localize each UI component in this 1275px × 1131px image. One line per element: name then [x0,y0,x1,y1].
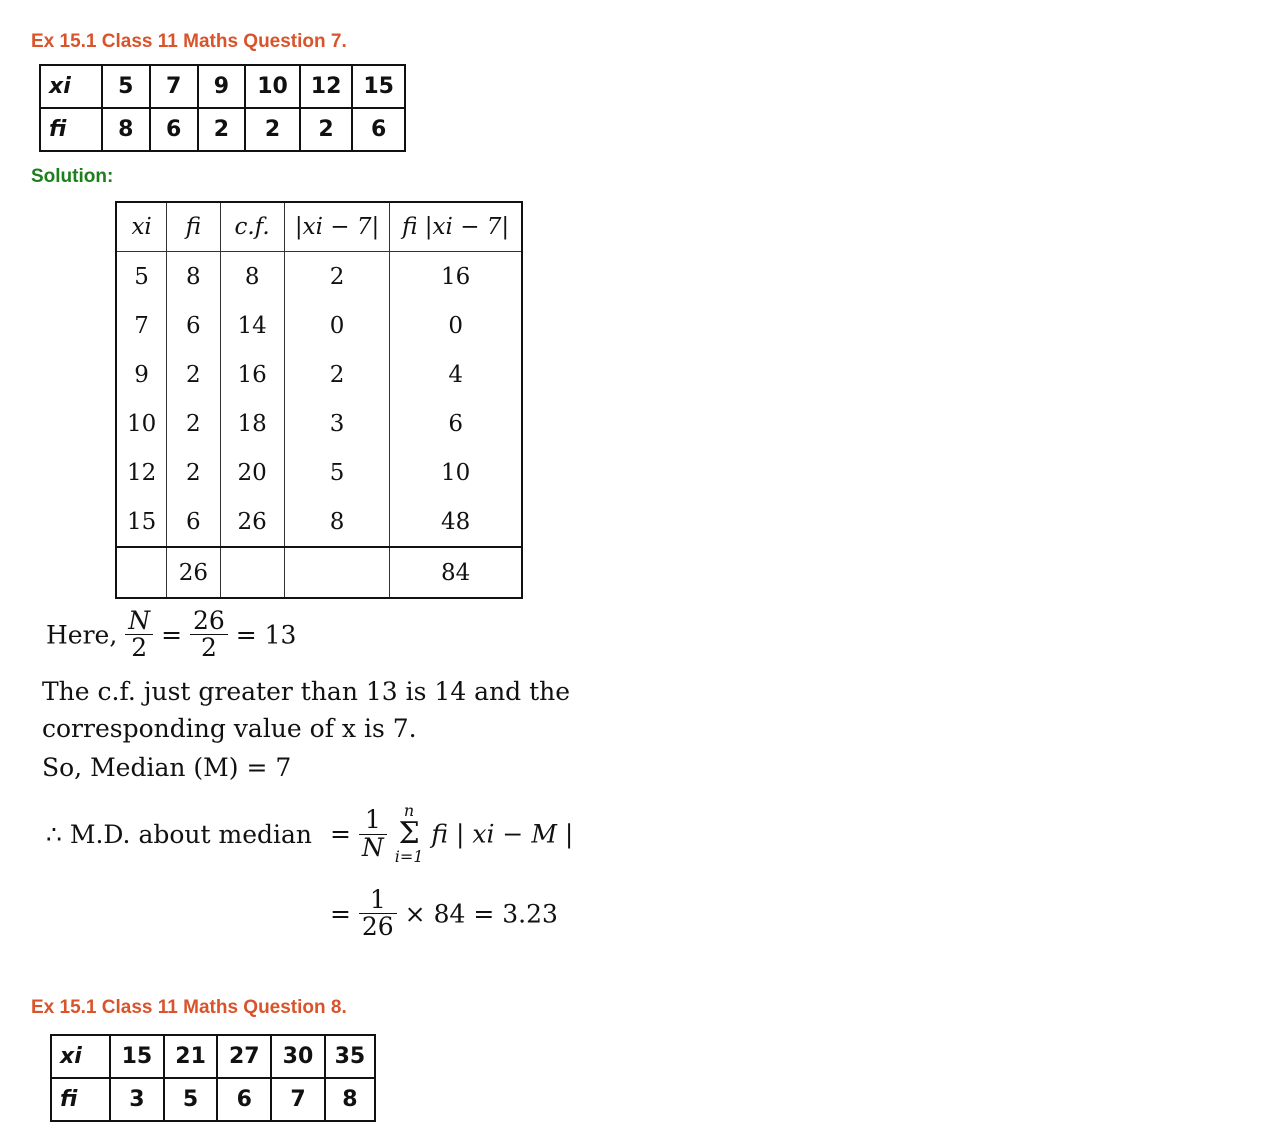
md-label: ∴ M.D. about median [46,820,313,849]
median-value-line: So, Median (M) = 7 [42,753,292,782]
table-row [116,448,522,497]
table-cell: 3 [110,1078,164,1121]
question-7-table [39,64,406,152]
table-cell: 21 [164,1035,218,1078]
table-cell: 4 [390,350,522,399]
question-8-table [50,1034,376,1122]
table-cell: 9 [198,65,246,108]
table-cell: 84 [390,547,522,598]
denominator: 2 [131,633,148,663]
table-row [116,399,522,448]
table-cell: 2 [167,399,220,448]
table-cell: 35 [325,1035,375,1078]
table-cell: 15 [116,497,167,547]
question-7-heading: Ex 15.1 Class 11 Maths Question 7. [31,31,347,52]
table-cell: 16 [220,350,284,399]
numerator: 1 [359,887,397,914]
sigma-upper-limit: n [403,801,415,820]
table-cell: 6 [167,497,220,547]
table-cell: 12 [300,65,353,108]
md-formula [330,803,573,865]
table-cell: 6 [352,108,405,151]
solution-label: Solution: [31,166,114,187]
equals-sign: = [330,819,351,849]
here-prefix: Here, [46,620,118,650]
explanation-line-1: The c.f. just greater than 13 is 14 and the [42,677,571,706]
table-cell: 8 [325,1078,375,1121]
table-row [116,350,522,399]
table-cell: 6 [150,108,198,151]
denominator: N [361,832,384,862]
sigma-lower-limit: i=1 [394,847,424,866]
table-cell: 8 [167,252,220,302]
table-cell: 2 [167,350,220,399]
table-total-row [116,547,522,598]
table-row [116,301,522,350]
table-header: fi |xi − 7| [390,202,522,252]
table-cell: 8 [284,497,390,547]
table-cell: 5 [284,448,390,497]
table-cell: 5 [102,65,150,108]
table-cell: 2 [198,108,246,151]
table-cell: 6 [167,301,220,350]
table-cell [116,547,167,598]
final-answer: × 84 = 3.23 [404,899,558,929]
table-cell: 7 [271,1078,325,1121]
table-cell: 10 [245,65,299,108]
fraction-n-over-2 [125,608,153,662]
table-header: fi [167,202,220,252]
table-header: c.f. [220,202,284,252]
table-cell: 12 [116,448,167,497]
table-cell: 15 [110,1035,164,1078]
table-row-label: fi [51,1078,110,1121]
fraction-1-over-26 [359,887,397,941]
result-13: = 13 [235,620,297,650]
median-position-equation [46,608,296,662]
table-cell: 7 [150,65,198,108]
solution-table [115,201,523,599]
table-cell: 6 [390,399,522,448]
numerator: 1 [359,807,387,834]
table-cell: 18 [220,399,284,448]
question-8-heading: Ex 15.1 Class 11 Maths Question 8. [31,997,347,1018]
numerator: 26 [190,608,228,635]
equals-sign: = [330,899,351,929]
md-summand: fi | xi − M | [431,819,574,849]
table-row-label: xi [40,65,102,108]
table-cell: 2 [284,350,390,399]
table-cell: 5 [116,252,167,302]
table-header: xi [116,202,167,252]
md-result [330,887,558,941]
table-row-label: xi [51,1035,110,1078]
table-cell: 15 [352,65,405,108]
table-cell [220,547,284,598]
table-cell: 10 [390,448,522,497]
table-cell: 9 [116,350,167,399]
explanation-line-2: corresponding value of x is 7. [42,714,417,743]
denominator: 2 [200,633,217,663]
table-cell: 2 [300,108,353,151]
table-cell: 8 [220,252,284,302]
table-cell: 20 [220,448,284,497]
denominator: 26 [361,912,394,942]
table-cell: 27 [217,1035,271,1078]
fraction-1-over-n [359,807,387,861]
equals-sign: = [161,620,183,650]
table-cell: 10 [116,399,167,448]
numerator: N [125,608,153,635]
table-cell: 5 [164,1078,218,1121]
summation [395,803,424,865]
table-row [116,252,522,302]
table-cell: 0 [284,301,390,350]
table-cell: 2 [245,108,299,151]
table-row-label: fi [40,108,102,151]
table-cell [284,547,390,598]
table-cell: 2 [167,448,220,497]
table-cell: 0 [390,301,522,350]
table-cell: 48 [390,497,522,547]
table-cell: 8 [102,108,150,151]
table-cell: 2 [284,252,390,302]
table-cell: 3 [284,399,390,448]
table-cell: 7 [116,301,167,350]
table-cell: 14 [220,301,284,350]
table-cell: 26 [167,547,220,598]
table-header: |xi − 7| [284,202,390,252]
table-cell: 16 [390,252,522,302]
table-row [116,497,522,547]
table-cell: 6 [217,1078,271,1121]
table-cell: 30 [271,1035,325,1078]
fraction-26-over-2 [190,608,228,662]
sigma-symbol: Σ [398,816,420,851]
table-cell: 26 [220,497,284,547]
